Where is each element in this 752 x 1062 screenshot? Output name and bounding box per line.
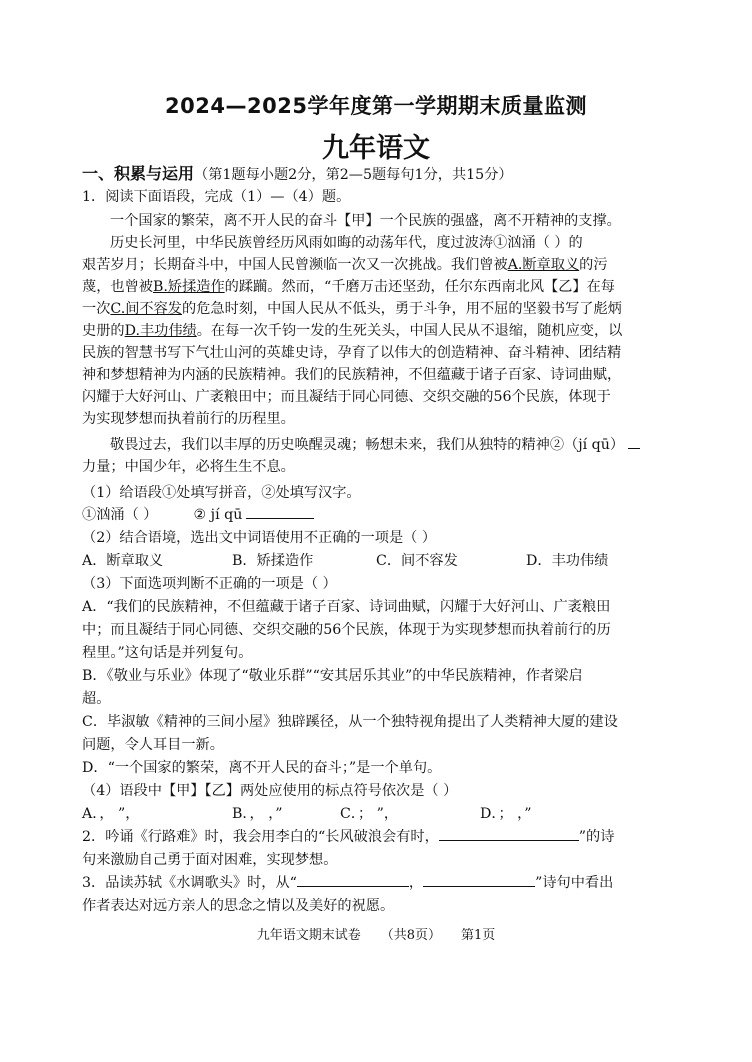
text-span: 。在每一次千钧一发的生死关头，中国人民从不退缩，随机应变，以 <box>196 323 623 339</box>
section-score-note: （第1题每小题2分，第2—5题每句1分，共15分） <box>194 167 513 183</box>
option-d: D．丰功伟绩 <box>526 553 609 569</box>
text-span: 一次 <box>82 301 111 317</box>
hanzi-prompt: ② jí qū <box>193 507 243 523</box>
passage-p3-line1 <box>110 434 702 456</box>
pinyin-answer: ①汹涌（ ） <box>82 507 158 523</box>
passage-p2-line4 <box>82 298 674 320</box>
passage-p2-line5 <box>82 320 674 342</box>
sub2-options <box>82 550 674 572</box>
sub3-b-line2: 超。 <box>82 691 111 707</box>
text-span: 3．品读苏轼《水调歌头》时，从“ <box>82 875 297 891</box>
sub3-c-line1: C．毕淑敏《精神的三间小屋》独辟蹊径，从一个独特视角提出了人类精神大厦的建设 <box>82 714 618 730</box>
answer-blank[interactable] <box>297 872 409 887</box>
sub3-a-line2: 中；而且凝结于同心同德、交织交融的56个民族，体现于为实现梦想而执着前行的历 <box>82 622 611 638</box>
answer-blank[interactable] <box>628 434 640 449</box>
text-span: 的蹂躏。然而，“千磨万击还坚劲，任尔东西南北风【乙】在每 <box>224 279 615 295</box>
sub3-a-line3: 程里。”这句话是并列复句。 <box>82 645 253 661</box>
passage-p1: 一个国家的繁荣，离不开人民的奋斗【甲】一个民族的强盛，离不开精神的支撑。 <box>110 213 621 229</box>
page-footer <box>0 924 752 943</box>
option-d: D．； ，” <box>480 806 532 822</box>
sub4-stem: （4）语段中【甲】【乙】两处应使用的标点符号依次是（ ） <box>82 783 458 799</box>
passage-p2-line1: 历史长河里，中华民族曾经历风雨如晦的动荡年代，度过波涛①汹涌（ ）的 <box>110 235 583 251</box>
option-a: A．， ”， <box>82 806 140 822</box>
footer-page-number: 第1页 <box>461 928 496 943</box>
sub3-a-line1: A．“我们的民族精神，不但蕴藏于诸子百家、诗词曲赋，闪耀于大好河山、广袤粮田 <box>82 599 611 615</box>
text-span: 的污 <box>579 257 608 273</box>
passage-p2-line2 <box>82 254 674 276</box>
passage-p2-line8: 闪耀于大好河山、广袤粮田中；而且凝结于同心同德、交织交融的56个民族，体现于 <box>82 389 611 405</box>
text-span: 的危急时刻，中国人民从不低头，勇于斗争，用不屈的坚毅书写了彪炳 <box>182 301 622 317</box>
option-a: A．断章取义 <box>82 553 164 569</box>
exam-title: 2024—2025学年度第一学期期末质量监测 <box>165 94 587 118</box>
term-c: C.间不容发 <box>110 301 182 317</box>
sub3-d-line1: D．“一个国家的繁荣，离不开人民的奋斗；”是一个单句。 <box>82 760 442 776</box>
footer-total-pages: （共8页） <box>380 928 441 943</box>
sub3-b-line1: B．《敬业与乐业》体现了“敬业乐群”“安其居乐其业”的中华民族精神，作者梁启 <box>82 668 583 684</box>
text-span: ”的诗 <box>578 829 615 845</box>
subject-title: 九年语文 <box>322 133 430 164</box>
section-heading: 一、积累与运用 <box>82 164 195 183</box>
passage-p2-line9: 为实现梦想而执着前行的历程里。 <box>82 411 295 427</box>
answer-blank[interactable] <box>423 872 535 887</box>
sub3-c-line2: 问题，令人耳目一新。 <box>82 737 224 753</box>
text-span: 2．吟诵《行路难》时，我会用李白的“长风破浪会有时， <box>82 829 439 845</box>
q2-line1 <box>82 826 674 848</box>
option-c: C．； ”， <box>340 806 399 822</box>
footer-paper-name: 九年语文期末试卷 <box>256 928 361 943</box>
text-span: 艰苦岁月；长期奋斗中，中国人民曾濒临一次又一次挑战。我们曾被 <box>82 257 508 273</box>
section-heading-line <box>82 163 674 186</box>
text-span: ”诗句中看出 <box>535 875 614 891</box>
sub2-stem: （2）结合语境，选出文中词语使用不正确的一项是（ ） <box>82 530 437 546</box>
option-b: B．矫揉造作 <box>232 553 314 569</box>
term-d: D.丰功伟绩 <box>124 323 197 339</box>
passage-p2-line6: 民族的智慧书写下气壮山河的英雄史诗，孕育了以伟大的创造精神、奋斗精神、团结精 <box>82 345 622 361</box>
term-b: B.矫揉造作 <box>152 279 225 295</box>
text-span: 史册的 <box>82 323 125 339</box>
sub1-stem: （1）给语段①处填写拼音，②处填写汉字。 <box>82 485 361 501</box>
term-a: A.断章取义 <box>507 257 580 273</box>
sub3-stem: （3）下面选项判断不正确的一项是（ ） <box>82 576 337 592</box>
sub1-answers <box>82 504 674 526</box>
q1-stem: 1．阅读下面语段，完成（1）—（4）题。 <box>82 189 351 205</box>
passage-p2-line7: 神和梦想精神为内涵的民族精神。我们的民族精神，不但蕴藏于诸子百家、诗词曲赋， <box>82 367 622 383</box>
q3-line1 <box>82 872 674 894</box>
text-span: 敬畏过去，我们以丰厚的历史唤醒灵魂；畅想未来，我们从独特的精神②（jí qū） <box>110 437 625 453</box>
q2-line2: 句来激励自己勇于面对困难，实现梦想。 <box>82 852 338 868</box>
text-span: ， <box>408 875 424 891</box>
sub4-options <box>82 803 674 825</box>
answer-blank[interactable] <box>246 504 314 519</box>
passage-p3-line2: 力量；中国少年，必将生生不息。 <box>82 459 295 475</box>
passage-p2-line3 <box>82 276 674 298</box>
q3-line2: 作者表达对远方亲人的思念之情以及美好的祝愿。 <box>82 898 395 914</box>
option-c: C．间不容发 <box>376 553 458 569</box>
text-span: 蔑，也曾被 <box>82 279 153 295</box>
option-b: B．， ，” <box>232 806 283 822</box>
answer-blank[interactable] <box>439 826 579 841</box>
